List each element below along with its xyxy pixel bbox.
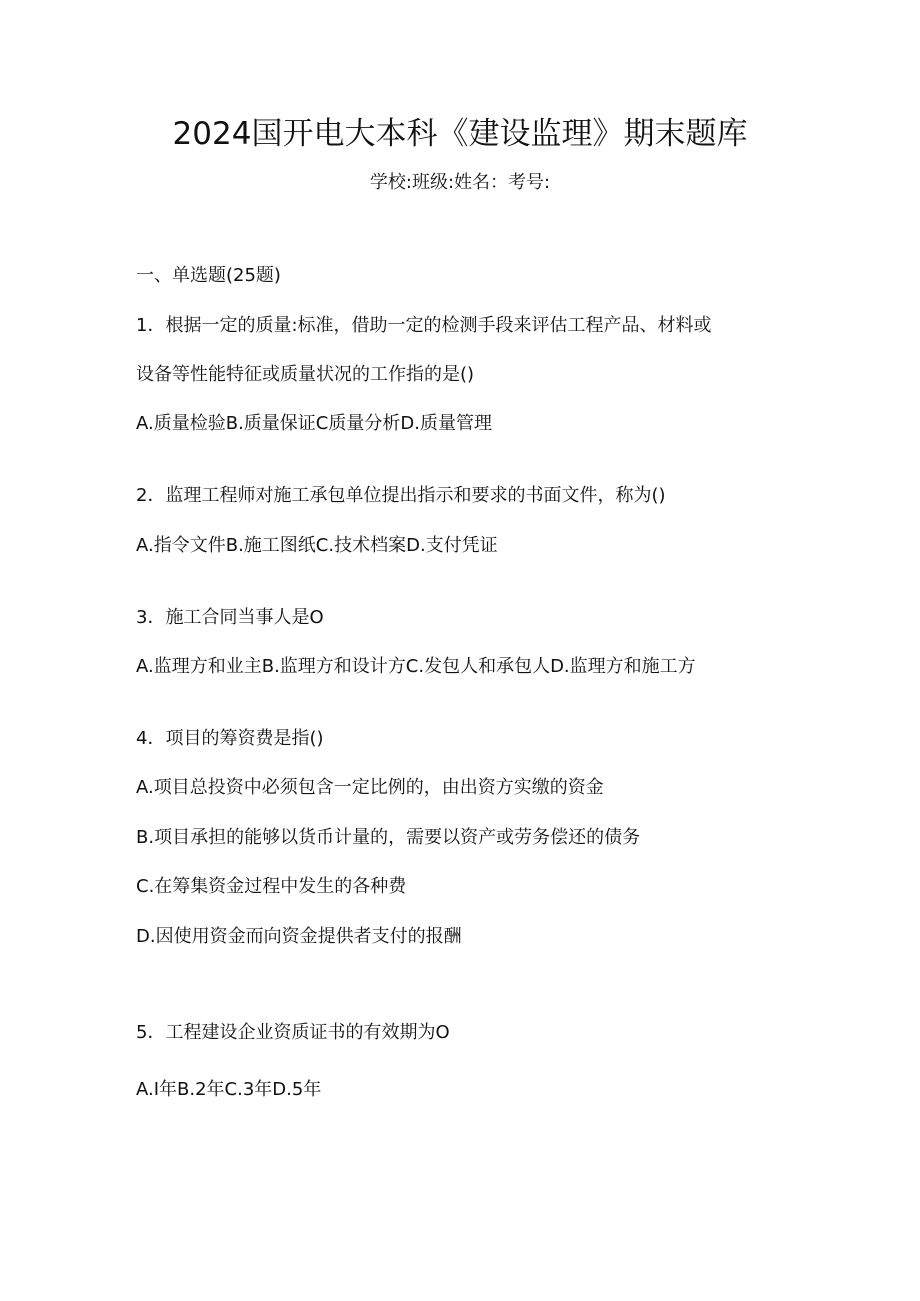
question-3-stem: 3．施工合同当事人是O <box>136 607 324 628</box>
question-5-stem: 5．工程建设企业资质证书的有效期为O <box>136 1022 450 1043</box>
question-2-options: A.指令文件B.施工图纸C.技术档案D.支付凭证 <box>136 535 498 556</box>
question-2-stem: 2．监理工程师对施工承包单位提出指示和要求的书面文件，称为() <box>136 485 666 506</box>
question-1-stem-line-2: 设备等性能特征或质量状况的工作指的是() <box>136 364 475 385</box>
question-3-options: A.监理方和业主B.监理方和设计方C.发包人和承包人D.监理方和施工方 <box>136 656 696 677</box>
question-4-option-b: B.项目承担的能够以货币计量的，需要以资产或劳务偿还的债务 <box>136 827 641 848</box>
question-4-option-d: D.因使用资金而向资金提供者支付的报酬 <box>136 926 462 947</box>
section-heading: 一、单选题(25题) <box>136 265 281 286</box>
question-4-option-c: C.在筹集资金过程中发生的各种费 <box>136 876 407 897</box>
question-5-options: A.I年B.2年C.3年D.5年 <box>136 1079 322 1100</box>
question-1-options: A.质量检验B.质量保证C质量分析D.质量管理 <box>136 413 492 434</box>
student-info-line: 学校:班级:姓名：考号: <box>369 172 551 193</box>
document-title: 2024国开电大本科《建设监理》期末题库 <box>172 116 748 152</box>
question-4-option-a: A.项目总投资中必须包含一定比例的，由出资方实缴的资金 <box>136 777 604 798</box>
question-1-stem-line-1: 1．根据一定的质量:标准，借助一定的检测手段来评估工程产品、材料或 <box>136 315 712 336</box>
question-4-stem: 4．项目的筹资费是指() <box>136 728 324 749</box>
